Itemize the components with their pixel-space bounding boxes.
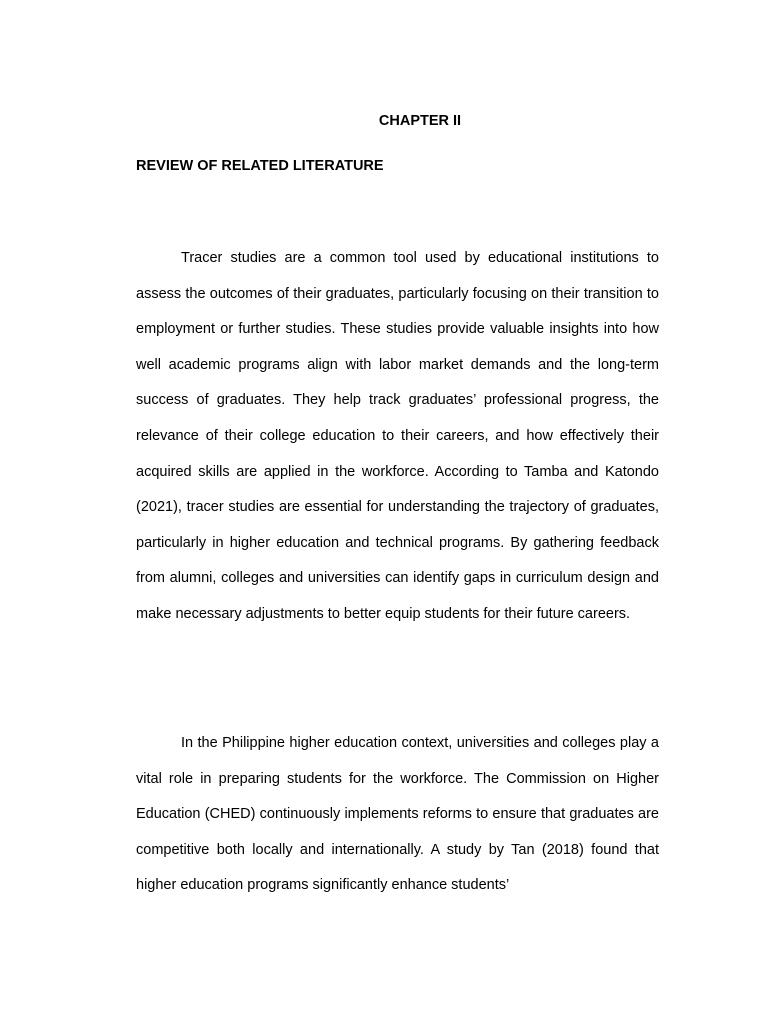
section-title: REVIEW OF RELATED LITERATURE: [136, 158, 384, 174]
paragraph-tracer-studies: Tracer studies are a common tool used by educational institutions to assess the outcomes of their graduates, particularly focusing on their transition to employment or further studies. These studies provide valuable insights into how well academic programs align with labor market demands and the long-term success of graduates. They help track graduates’ professional progress, the relevance of their college education to their careers, and how effectively their acquired skills are applied in the workforce. According to Tamba and Katondo (2021), tracer studies are essential for understanding the trajectory of graduates, particularly in higher education and technical programs. By gathering feedback from alumni, colleges and universities can identify gaps in curriculum design and make necessary adjustments to better equip students for their future careers.: [136, 250, 659, 622]
paragraph-philippine-context: In the Philippine higher education context, universities and colleges play a vital role in preparing students for the workforce. The Commission on Higher Education (CHED) continuously implements reforms to ensure that graduates are competitive both locally and internationally. A study by Tan (2018) found that higher education programs significantly enhance students’: [136, 735, 659, 894]
chapter-heading: CHAPTER II: [378, 113, 462, 129]
